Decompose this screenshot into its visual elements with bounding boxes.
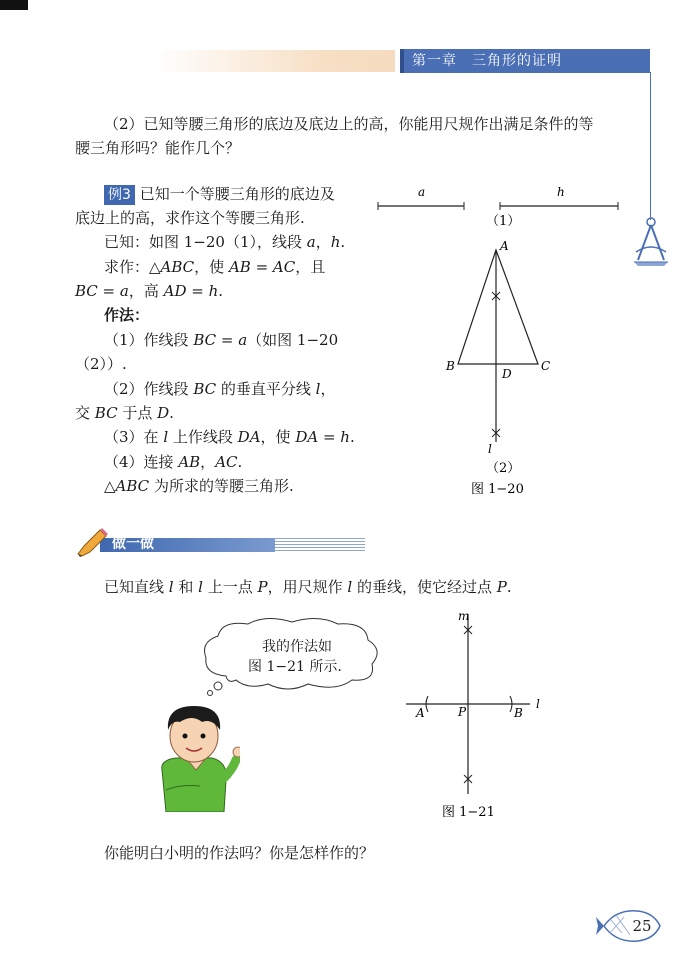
label-D: D — [502, 367, 512, 381]
example-intro-line-1 — [104, 182, 374, 206]
chapter-tab-edge — [400, 49, 404, 73]
example-line1-text: 已知一个等腰三角形的底边及 — [139, 185, 335, 203]
figure-1-20-caption: 图 1−20 — [471, 482, 524, 497]
bubble-line-1: 我的作法如 — [262, 639, 332, 655]
task-statement: 已知直线 l 和 l 上一点 P，用尺规作 l 的垂线，使它经过点 P. — [104, 578, 512, 596]
known-line: 已知：如图 1−20（1），线段 a，h. — [104, 233, 346, 251]
question-2-line-1: （2）已知等腰三角形的底边及底边上的高，你能用尺规作出满足条件的等 — [104, 115, 594, 133]
header-decoration — [155, 50, 395, 72]
step-2-line-1: （2）作线段 BC 的垂直平分线 l， — [104, 380, 336, 398]
label-h: h — [557, 185, 565, 199]
part-2-label: （2） — [486, 461, 521, 476]
step-3: （3）在 l 上作线段 DA，使 DA = h. — [104, 428, 355, 446]
boy-illustration — [140, 700, 240, 812]
label-A: A — [500, 239, 509, 253]
label-A: A — [416, 706, 425, 720]
example-tag: 例3 — [104, 185, 135, 205]
label-B: B — [514, 706, 523, 720]
label-l: l — [536, 697, 540, 711]
step-4: （4）连接 AB，AC. — [104, 453, 243, 471]
section-bar-stripes — [275, 538, 365, 552]
figure-1-20 — [370, 180, 630, 500]
triangle-abc — [458, 250, 538, 364]
step-1-line-1: （1）作线段 BC = a（如图 1−20 — [104, 331, 339, 349]
margin-rule — [650, 72, 651, 220]
section-title: 做一做 — [112, 536, 154, 552]
result-line: △ABC 为所求的等腰三角形. — [104, 477, 294, 495]
method-title: 作法： — [104, 306, 150, 324]
label-a: a — [418, 185, 426, 199]
question-2-line-2: 腰三角形吗？能作几个？ — [75, 139, 241, 157]
label-m: m — [458, 609, 470, 623]
example-intro-line-2: 底边上的高，求作这个等腰三角形. — [75, 209, 305, 227]
label-l: l — [488, 442, 492, 456]
bubble-line-2: 图 1−21 所示. — [248, 659, 342, 675]
label-C: C — [541, 359, 551, 373]
page-number: 25 — [632, 917, 652, 935]
step-1-line-2: （2））. — [75, 355, 127, 373]
corner-mark — [0, 0, 28, 10]
pencil-icon — [74, 526, 110, 558]
condition-line: BC = a，高 AD = h. — [75, 282, 224, 300]
label-P: P — [458, 705, 467, 719]
construct-line: 求作：△ABC，使 AB = AC，且 — [104, 258, 326, 276]
chapter-title: 第一章 三角形的证明 — [400, 49, 650, 73]
figure-1-21 — [400, 604, 560, 826]
part-1-label: （1） — [486, 214, 521, 229]
figure-1-21-caption: 图 1−21 — [442, 805, 495, 820]
step-2-line-2: 交 BC 于点 D. — [75, 404, 174, 422]
compass-icon — [630, 212, 672, 268]
closing-question: 你能明白小明的作法吗？你是怎样作的？ — [104, 844, 375, 862]
label-B: B — [446, 359, 455, 373]
